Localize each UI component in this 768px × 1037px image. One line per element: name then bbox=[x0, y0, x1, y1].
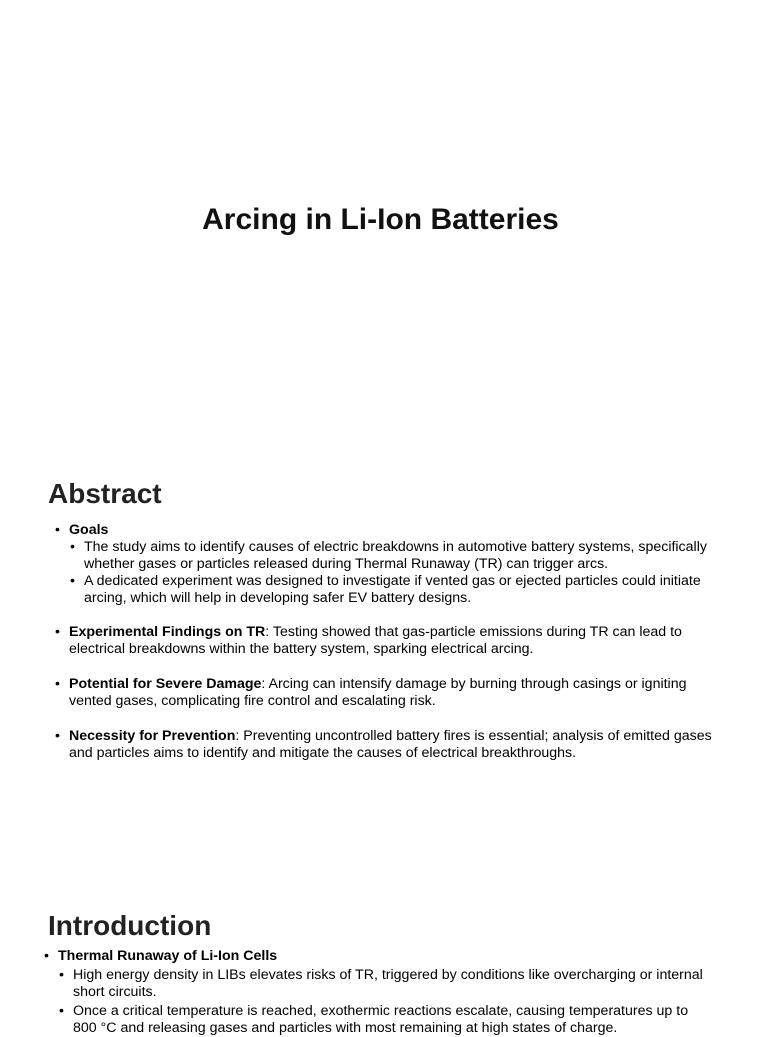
abstract-heading: Abstract bbox=[48, 478, 162, 509]
goals-label: Goals bbox=[69, 522, 109, 538]
abstract-point: • Potential for Severe Damage: Arcing can intensify damage by burning through casings or igniting vented gases, complicating fire control and escalating risk. bbox=[55, 676, 725, 710]
abstract-point-2 bbox=[55, 676, 725, 710]
goals-bullet bbox=[55, 522, 745, 539]
point-label: Experimental Findings on TR bbox=[69, 624, 266, 640]
point-label: Necessity for Prevention bbox=[69, 728, 236, 744]
abstract-point-3 bbox=[55, 728, 725, 762]
abstract-point: • Necessity for Prevention: Preventing uncontrolled battery fires is essential; analysis of emitted gases and particles aims to identify and mitigate the causes of electrical breakthroughs. bbox=[55, 728, 725, 762]
abstract-point-1 bbox=[55, 624, 725, 658]
abstract-goals-list bbox=[55, 522, 745, 607]
abstract-point: • Experimental Findings on TR: Testing showed that gas-particle emissions during TR can lead to electrical breakdowns within the battery system, sparking electrical arcing. bbox=[55, 624, 725, 658]
intro-label: Thermal Runaway of Li-Ion Cells bbox=[58, 948, 278, 964]
intro-item: • Once a critical temperature is reached, exothermic reactions escalate, causing temperatures up to 800 °C and releasing gases and particles with most remaining at high states of charge. bbox=[59, 1003, 709, 1037]
intro-item: • High energy density in LIBs elevates risks of TR, triggered by conditions like overcharging or internal short circuits. bbox=[59, 967, 709, 1001]
document-title: Arcing in Li-Ion Batteries bbox=[202, 203, 559, 236]
introduction-heading: Introduction bbox=[48, 910, 212, 941]
point-label: Potential for Severe Damage bbox=[69, 676, 262, 692]
intro-bullet bbox=[44, 948, 724, 965]
goals-item: • The study aims to identify causes of electric breakdowns in automotive battery systems, specifically whether gases or particles released during Thermal Runaway (TR) can trigger arcs. bbox=[70, 539, 730, 573]
goals-item: • A dedicated experiment was designed to investigate if vented gas or ejected particles could initiate arcing, which will help in developing safer EV battery designs. bbox=[70, 573, 730, 607]
